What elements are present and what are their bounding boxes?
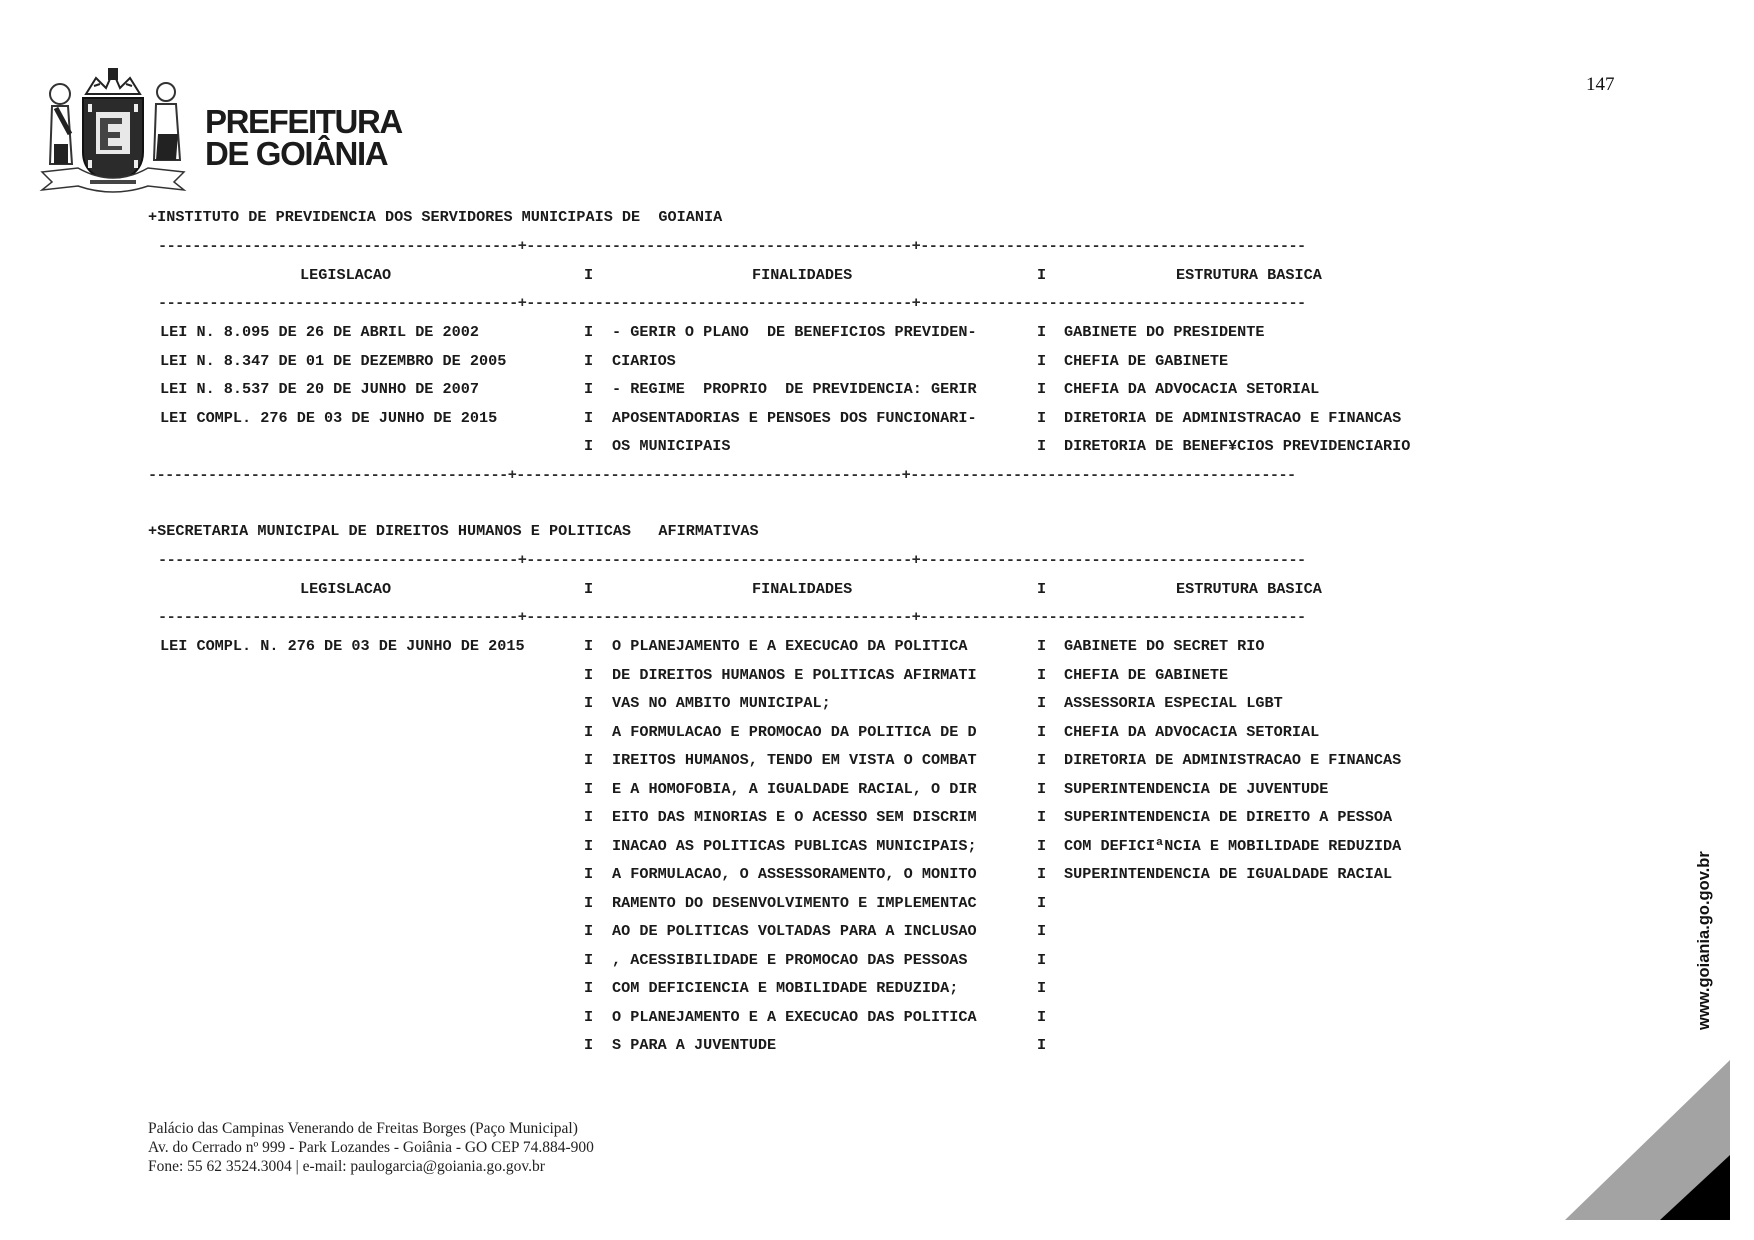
column-separator: I: [1037, 580, 1047, 598]
table-rule-header: ------------------------------------------+---------------------------------------------+---------------------------------------------: [158, 608, 1306, 626]
footer-line-2: Av. do Cerrado nº 999 - Park Lozandes - Goiânia - GO CEP 74.884-900: [148, 1139, 594, 1156]
column-separator: I: [1037, 665, 1047, 684]
table-rule-bottom: ------------------------------------------+---------------------------------------------+---------------------------------------------: [148, 465, 1296, 484]
table-rule-header: ------------------------------------------+---------------------------------------------+---------------------------------------------: [158, 294, 1306, 312]
cell-estrutura: DIRETORIA DE BENEF¥CIOS PREVIDENCIARIO: [1064, 437, 1411, 455]
column-header-legislacao: LEGISLACAO: [300, 580, 392, 598]
cell-finalidades: - GERIR O PLANO DE BENEFICIOS PREVIDEN-: [612, 323, 977, 341]
column-separator: I: [1037, 751, 1047, 769]
column-separator: I: [584, 380, 594, 398]
column-separator: I: [584, 351, 594, 370]
column-separator: I: [584, 865, 594, 883]
cell-estrutura: SUPERINTENDENCIA DE IGUALDADE RACIAL: [1064, 865, 1393, 883]
cell-finalidades: IREITOS HUMANOS, TENDO EM VISTA O COMBAT: [612, 751, 977, 769]
column-header-estrutura: ESTRUTURA BASICA: [1176, 266, 1322, 284]
column-separator: I: [584, 266, 594, 284]
column-separator: I: [1037, 637, 1047, 655]
cell-finalidades: COM DEFICIENCIA E MOBILIDADE REDUZIDA;: [612, 979, 959, 997]
column-header-legislacao: LEGISLACAO: [300, 266, 392, 284]
cell-legislacao: LEI N. 8.095 DE 26 DE ABRIL DE 2002: [160, 323, 479, 341]
cell-finalidades: - REGIME PROPRIO DE PREVIDENCIA: GERIR: [612, 380, 977, 398]
cell-estrutura: SUPERINTENDENCIA DE JUVENTUDE: [1064, 779, 1329, 798]
brand-line-2: DE GOIÂNIA: [205, 135, 388, 172]
cell-finalidades: EITO DAS MINORIAS E O ACESSO SEM DISCRIM: [612, 808, 977, 826]
column-separator: I: [1037, 694, 1047, 712]
cell-estrutura: CHEFIA DE GABINETE: [1064, 665, 1229, 684]
footer-line-3: Fone: 55 62 3524.3004 | e-mail: paulogarcia@goiania.go.gov.br: [148, 1158, 545, 1175]
cell-legislacao: LEI COMPL. 276 DE 03 DE JUNHO DE 2015: [160, 408, 498, 427]
corner-triangle-decoration: [1560, 1050, 1730, 1225]
column-separator: I: [584, 836, 594, 855]
column-separator: I: [584, 1007, 594, 1026]
cell-finalidades: OS MUNICIPAIS: [612, 437, 731, 455]
column-separator: I: [584, 751, 594, 769]
website-url: www.goiania.go.gov.br: [1695, 851, 1713, 1030]
cell-legislacao: LEI COMPL. N. 276 DE 03 DE JUNHO DE 2015: [160, 637, 525, 655]
cell-estrutura: CHEFIA DA ADVOCACIA SETORIAL: [1064, 722, 1320, 741]
cell-finalidades: APOSENTADORIAS E PENSOES DOS FUNCIONARI-: [612, 408, 977, 427]
column-separator: I: [1037, 865, 1047, 883]
column-separator: I: [584, 437, 594, 455]
column-separator: I: [1037, 1036, 1047, 1054]
column-separator: I: [1037, 893, 1047, 912]
column-separator: I: [1037, 380, 1047, 398]
column-header-estrutura: ESTRUTURA BASICA: [1176, 580, 1322, 598]
column-separator: I: [1037, 779, 1047, 798]
column-separator: I: [1037, 266, 1047, 284]
column-header-finalidades: FINALIDADES: [752, 580, 853, 598]
cell-estrutura: CHEFIA DE GABINETE: [1064, 351, 1229, 370]
column-separator: I: [1037, 836, 1047, 855]
column-separator: I: [1037, 437, 1047, 455]
cell-estrutura: GABINETE DO PRESIDENTE: [1064, 323, 1265, 341]
column-separator: I: [584, 722, 594, 741]
brand-line-1: PREFEITURA: [205, 103, 402, 140]
cell-estrutura: COM DEFICIªNCIA E MOBILIDADE REDUZIDA: [1064, 836, 1402, 855]
cell-estrutura: SUPERINTENDENCIA DE DIREITO A PESSOA: [1064, 808, 1393, 826]
section-title: +INSTITUTO DE PREVIDENCIA DOS SERVIDORES MUNICIPAIS DE GOIANIA: [148, 208, 723, 226]
cell-estrutura: GABINETE DO SECRET RIO: [1064, 637, 1265, 655]
cell-finalidades: O PLANEJAMENTO E A EXECUCAO DA POLITICA: [612, 637, 968, 655]
cell-finalidades: A FORMULACAO, O ASSESSORAMENTO, O MONITO: [612, 865, 977, 883]
cell-finalidades: RAMENTO DO DESENVOLVIMENTO E IMPLEMENTAC: [612, 893, 977, 912]
table-rule-top: ------------------------------------------+---------------------------------------------+---------------------------------------------: [158, 551, 1306, 569]
column-separator: I: [584, 323, 594, 341]
cell-finalidades: AO DE POLITICAS VOLTADAS PARA A INCLUSAO: [612, 922, 977, 940]
cell-finalidades: INACAO AS POLITICAS PUBLICAS MUNICIPAIS;: [612, 836, 977, 855]
column-separator: I: [1037, 922, 1047, 940]
column-separator: I: [1037, 351, 1047, 370]
column-separator: I: [584, 580, 594, 598]
column-separator: I: [1037, 950, 1047, 969]
coat-of-arms-icon: [38, 64, 188, 196]
column-separator: I: [584, 979, 594, 997]
column-separator: I: [584, 408, 594, 427]
footer-address: [148, 1119, 594, 1176]
column-separator: I: [584, 893, 594, 912]
cell-finalidades: DE DIREITOS HUMANOS E POLITICAS AFIRMATI: [612, 665, 977, 684]
column-separator: I: [584, 1036, 594, 1054]
column-separator: I: [584, 922, 594, 940]
brand-wordmark: [205, 103, 402, 172]
column-separator: I: [1037, 722, 1047, 741]
cell-finalidades: VAS NO AMBITO MUNICIPAL;: [612, 694, 831, 712]
column-separator: I: [584, 665, 594, 684]
column-header-finalidades: FINALIDADES: [752, 266, 853, 284]
cell-finalidades: CIARIOS: [612, 351, 676, 370]
cell-finalidades: S PARA A JUVENTUDE: [612, 1036, 777, 1054]
column-separator: I: [1037, 323, 1047, 341]
cell-estrutura: ASSESSORIA ESPECIAL LGBT: [1064, 694, 1283, 712]
column-separator: I: [1037, 979, 1047, 997]
table-rule-top: ------------------------------------------+---------------------------------------------+---------------------------------------------: [158, 237, 1306, 255]
cell-estrutura: DIRETORIA DE ADMINISTRACAO E FINANCAS: [1064, 408, 1402, 427]
cell-finalidades: O PLANEJAMENTO E A EXECUCAO DAS POLITICA: [612, 1007, 977, 1026]
column-separator: I: [584, 694, 594, 712]
cell-finalidades: , ACESSIBILIDADE E PROMOCAO DAS PESSOAS: [612, 950, 968, 969]
column-separator: I: [1037, 1007, 1047, 1026]
page-number: 147: [1586, 74, 1615, 95]
cell-legislacao: LEI N. 8.537 DE 20 DE JUNHO DE 2007: [160, 380, 479, 398]
column-separator: I: [584, 950, 594, 969]
section-title: +SECRETARIA MUNICIPAL DE DIREITOS HUMANOS E POLITICAS AFIRMATIVAS: [148, 522, 759, 540]
column-separator: I: [1037, 408, 1047, 427]
column-separator: I: [584, 808, 594, 826]
cell-estrutura: DIRETORIA DE ADMINISTRACAO E FINANCAS: [1064, 751, 1402, 769]
column-separator: I: [584, 779, 594, 798]
column-separator: I: [1037, 808, 1047, 826]
column-separator: I: [584, 637, 594, 655]
footer-line-1: Palácio das Campinas Venerando de Freitas Borges (Paço Municipal): [148, 1120, 578, 1137]
cell-estrutura: CHEFIA DA ADVOCACIA SETORIAL: [1064, 380, 1320, 398]
cell-finalidades: A FORMULACAO E PROMOCAO DA POLITICA DE D: [612, 722, 977, 741]
cell-legislacao: LEI N. 8.347 DE 01 DE DEZEMBRO DE 2005: [160, 351, 507, 370]
cell-finalidades: E A HOMOFOBIA, A IGUALDADE RACIAL, O DIR: [612, 779, 977, 798]
